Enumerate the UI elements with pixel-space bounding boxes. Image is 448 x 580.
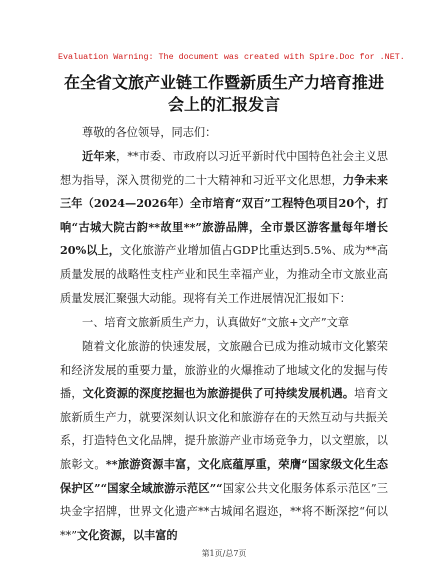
evaluation-warning: Evaluation Warning: The document was created with Spire.Doc for .NET. xyxy=(58,52,405,62)
p1-text-b: 文化旅游产业增加值占GDP比重达到5.5%、成为**高质量发展的战略性支柱产业和民生幸福产业，为推动全市文旅业高质量发展汇聚强大动能。现将有关工作进展情况汇报如下： xyxy=(60,244,389,305)
p2-text-c: 国家公共文化服务体系示范区”三块金字招牌，世界文化遗产**古城闻名遐迩，**将不断深挖“何以**” xyxy=(60,481,388,542)
p1-text-a: ，**市委、市政府以习近平新时代中国特色社会主义思想为指导，深入贯彻党的二十大精神和习近平文化思想， xyxy=(60,150,388,187)
document-title xyxy=(0,72,448,116)
p2-text-a: 随着文化旅游的快速发展，文旅融合已成为推动城市文化繁荣和经济发展的重要力量，旅游业的火爆推动了地域文化的发掘与传播， xyxy=(60,340,388,401)
p2-bold-b: **旅游资源丰富，文化底蕴厚重，荣膺“国家级文化生态保护区”“国家全域旅游示范区”“ xyxy=(60,456,388,495)
p2-bold-a: 文化资源的深度挖掘也为旅游提供了可持续发展机遇。 xyxy=(82,386,355,401)
page-number: 第1页/总7页 xyxy=(201,549,247,558)
section-heading-1: 一、培育文旅新质生产力，认真做好“文旅+文产”文章 xyxy=(82,316,349,329)
greeting: 尊敬的各位领导，同志们： xyxy=(82,126,217,139)
p2-bold-c: 文化资源，以丰富的 xyxy=(76,527,178,542)
title-line-1: 在全省文旅产业链工作暨新质生产力培育推进 xyxy=(63,73,384,92)
p1-bold-goal: 力争未来三年（2024—2026年）全市培育“双百”工程特色项目20个，打响“古城大院古韵**故里**”旅游品牌，全市景区游客量每年增长20%以上， xyxy=(60,172,388,258)
paragraph-2 xyxy=(60,335,388,547)
p2-text-b: 培育文旅新质生产力，就要深刻认识文化和旅游存在的天然互动与共振关系，打造特色文化品牌，提升旅游产业市场竞争力，以文塑旅，以旅彰文。 xyxy=(60,387,388,471)
p1-bold-lead: 近年来 xyxy=(82,149,117,163)
title-line-2: 会上的汇报发言 xyxy=(167,95,280,114)
paragraph-1 xyxy=(60,145,388,310)
